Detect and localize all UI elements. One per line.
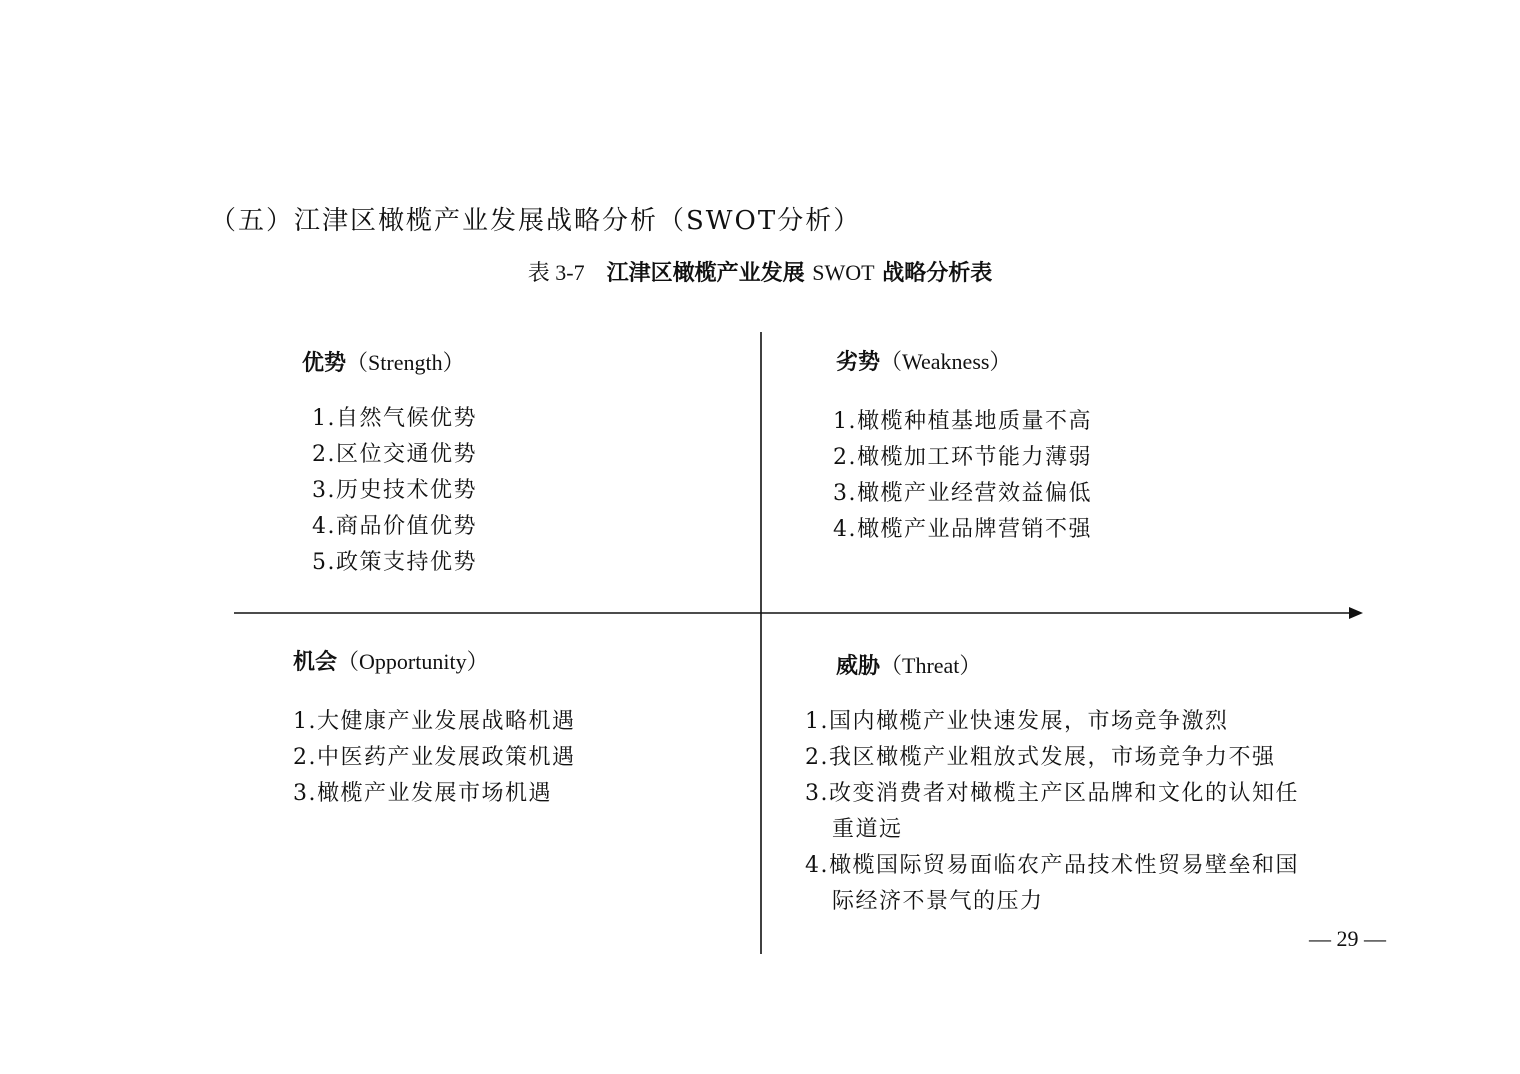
opportunity-list <box>293 704 576 812</box>
strength-title <box>302 346 465 377</box>
opportunity-title <box>293 645 489 676</box>
weakness-title-zh: 劣势 <box>836 350 881 375</box>
threat-item: 4.橄榄国际贸易面临农产品技术性贸易壁垒和国 <box>805 853 1299 878</box>
opportunity-item: 3.橄榄产业发展市场机遇 <box>293 781 552 806</box>
strength-item: 3.历史技术优势 <box>312 478 477 503</box>
opportunity-item: 1.大健康产业发展战略机遇 <box>293 709 576 734</box>
threat-title-en: （Threat） <box>880 653 982 678</box>
strength-item: 2.区位交通优势 <box>312 442 477 467</box>
table-title-swot: SWOT <box>812 260 875 285</box>
threat-item: 3.改变消费者对橄榄主产区品牌和文化的认知任 <box>805 781 1299 806</box>
table-number: 表 3-7 <box>527 260 585 285</box>
strength-item: 1.自然气候优势 <box>312 406 477 431</box>
strength-item: 4.商品价值优势 <box>312 514 477 539</box>
strength-list <box>312 401 477 581</box>
opportunity-item: 2.中医药产业发展政策机遇 <box>293 745 576 770</box>
threat-item-continuation: 重道远 <box>832 817 903 842</box>
table-title-suffix: 战略分析表 <box>874 261 993 286</box>
opportunity-title-en: （Opportunity） <box>337 649 489 674</box>
weakness-list <box>833 404 1092 548</box>
strength-title-en: （Strength） <box>346 350 465 375</box>
threat-item: 2.我区橄榄产业粗放式发展，市场竞争力不强 <box>805 745 1276 770</box>
weakness-item: 2.橄榄加工环节能力薄弱 <box>833 445 1092 470</box>
weakness-title <box>836 345 1011 376</box>
arrow-head-icon <box>1349 607 1363 619</box>
threat-item-continuation: 际经济不景气的压力 <box>832 889 1044 914</box>
weakness-title-en: （Weakness） <box>880 349 1012 374</box>
weakness-item: 4.橄榄产业品牌营销不强 <box>833 517 1092 542</box>
opportunity-title-zh: 机会 <box>293 650 338 675</box>
threat-list <box>805 704 1299 920</box>
strength-item: 5.政策支持优势 <box>312 550 477 575</box>
strength-title-zh: 优势 <box>302 351 347 376</box>
threat-title-zh: 威胁 <box>836 654 881 679</box>
threat-title <box>836 649 981 680</box>
page-number: — 29 — <box>1309 926 1386 951</box>
section-heading: （五）江津区橄榄产业发展战略分析（SWOT分析） <box>210 206 862 236</box>
threat-item: 1.国内橄榄产业快速发展，市场竞争激烈 <box>805 709 1229 734</box>
table-title-prefix: 江津区橄榄产业发展 <box>606 261 813 286</box>
weakness-item: 1.橄榄种植基地质量不高 <box>833 409 1092 434</box>
weakness-item: 3.橄榄产业经营效益偏低 <box>833 481 1092 506</box>
